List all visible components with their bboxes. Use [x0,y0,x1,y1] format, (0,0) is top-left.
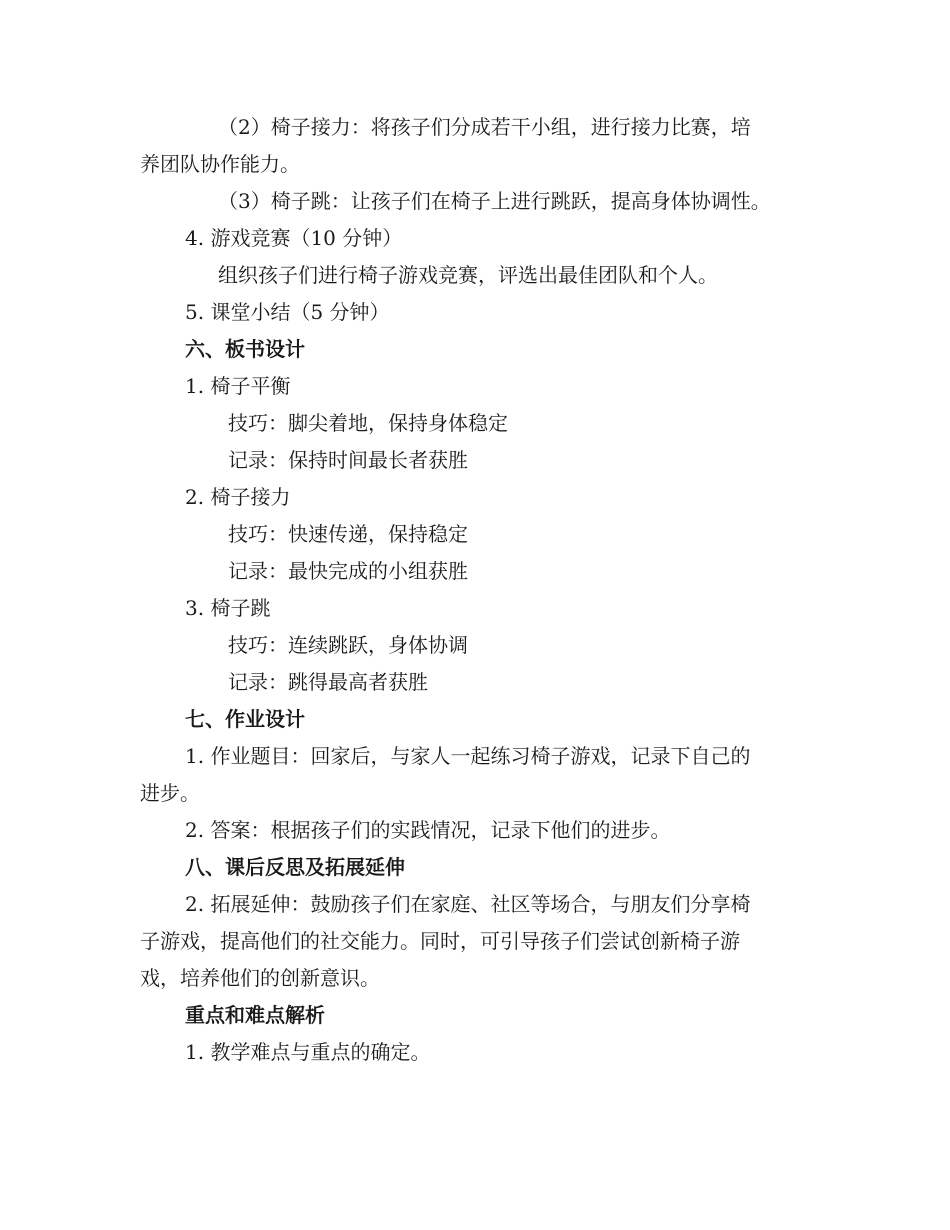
paragraph-line: 子游戏，提高他们的社交能力。同时，可引导孩子们尝试创新椅子游 [140,929,740,953]
list-item: 3. 椅子跳 [185,596,271,620]
list-item: 2. 答案：根据孩子们的实践情况，记录下他们的进步。 [185,818,671,842]
paragraph-line: （3）椅子跳：让孩子们在椅子上进行跳跃，提高身体协调性。 [218,189,771,213]
paragraph-line: 组织孩子们进行椅子游戏竞赛，评选出最佳团队和个人。 [218,263,718,287]
paragraph-line: 进步。 [140,781,200,805]
list-item: 1. 教学难点与重点的确定。 [185,1040,431,1064]
section-heading: 七、作业设计 [185,707,305,731]
list-item: 1. 椅子平衡 [185,374,291,398]
sub-item: 技巧：连续跳跃，身体协调 [228,633,468,657]
list-item: 4. 游戏竞赛（10 分钟） [185,226,403,250]
paragraph-line: （2）椅子接力：将孩子们分成若干小组，进行接力比赛，培 [218,115,751,139]
paragraph-line: 养团队协作能力。 [140,152,300,176]
list-item: 2. 拓展延伸：鼓励孩子们在家庭、社区等场合，与朋友们分享椅 [185,892,751,916]
sub-item: 技巧：快速传递，保持稳定 [228,522,468,546]
list-item: 2. 椅子接力 [185,485,291,509]
list-item: 1. 作业题目：回家后，与家人一起练习椅子游戏，记录下自己的 [185,744,751,768]
list-item: 5. 课堂小结（5 分钟） [185,300,390,324]
sub-item: 记录：保持时间最长者获胜 [228,448,468,472]
sub-item: 记录：跳得最高者获胜 [228,670,428,694]
sub-item: 记录：最快完成的小组获胜 [228,559,468,583]
sub-item: 技巧：脚尖着地，保持身体稳定 [228,411,508,435]
section-heading: 六、板书设计 [185,337,305,361]
section-heading: 八、课后反思及拓展延伸 [185,855,405,879]
paragraph-line: 戏，培养他们的创新意识。 [140,966,380,990]
section-heading: 重点和难点解析 [185,1003,325,1027]
